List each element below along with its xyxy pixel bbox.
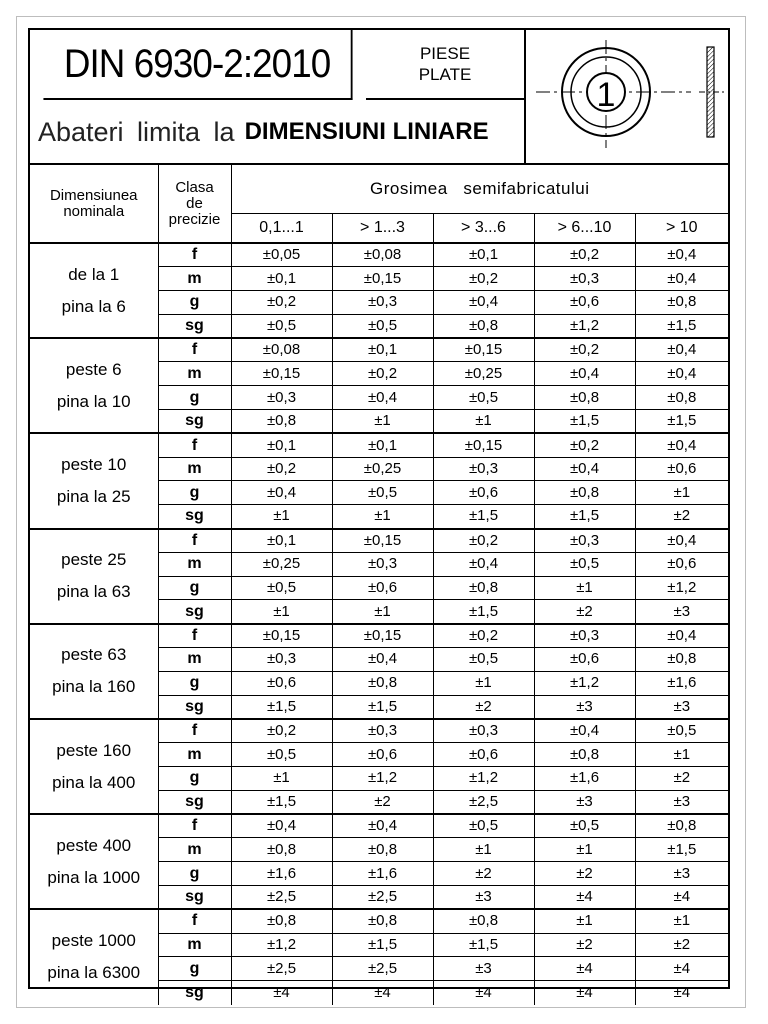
- dimension-range-from: peste 160: [56, 740, 132, 760]
- tolerance-value-cell: ±0,3: [433, 457, 534, 481]
- tolerance-value-cell: ±1: [433, 671, 534, 695]
- tolerance-value-cell: ±0,4: [635, 624, 728, 648]
- tolerance-value-cell: ±0,8: [332, 909, 433, 933]
- tolerance-table: [30, 165, 728, 1005]
- tolerance-value-cell: ±1: [231, 600, 332, 624]
- tolerance-value-cell: ±0,4: [635, 243, 728, 267]
- tolerance-value-cell: ±1,5: [231, 790, 332, 814]
- tolerance-value-cell: ±0,6: [433, 481, 534, 505]
- tolerance-value-cell: ±0,5: [635, 719, 728, 743]
- category-line-1: PIESE: [419, 44, 471, 63]
- tolerance-value-cell: ±4: [635, 957, 728, 981]
- tolerance-value-cell: ±0,8: [433, 909, 534, 933]
- tolerance-value-cell: ±0,15: [433, 338, 534, 362]
- page-subtitle: [30, 100, 526, 164]
- tolerance-value-cell: ±2,5: [332, 957, 433, 981]
- precision-class-cell: sg: [158, 314, 231, 338]
- tolerance-value-cell: ±0,4: [534, 719, 635, 743]
- washer-drawing-svg: [526, 30, 728, 164]
- dimension-range-to: pina la 1000: [47, 867, 141, 887]
- precision-class-cell: f: [158, 243, 231, 267]
- precision-class-cell: g: [158, 481, 231, 505]
- tolerance-value-cell: ±0,8: [332, 838, 433, 862]
- tolerance-value-cell: ±0,8: [635, 648, 728, 672]
- tolerance-value-cell: ±2,5: [231, 957, 332, 981]
- tolerance-value-cell: ±1,6: [332, 862, 433, 886]
- washer-section-view: [707, 47, 714, 137]
- table-row: [30, 624, 728, 648]
- tolerance-value-cell: ±0,08: [231, 338, 332, 362]
- nominal-dimension-range: [30, 624, 158, 719]
- tolerance-value-cell: ±0,8: [635, 291, 728, 315]
- tolerance-value-cell: ±0,1: [231, 529, 332, 553]
- tolerance-value-cell: ±0,2: [534, 338, 635, 362]
- tolerance-value-cell: ±0,3: [433, 719, 534, 743]
- tolerance-value-cell: ±3: [635, 862, 728, 886]
- tolerance-value-cell: ±1,5: [332, 933, 433, 957]
- precision-class-cell: f: [158, 909, 231, 933]
- header-thickness-range: 0,1...1: [231, 213, 332, 243]
- tolerance-value-cell: ±4: [534, 981, 635, 1005]
- tolerance-value-cell: ±2: [635, 933, 728, 957]
- tolerance-value-cell: ±0,2: [231, 291, 332, 315]
- dimension-range-to: pina la 10: [56, 391, 131, 411]
- precision-class-cell: m: [158, 457, 231, 481]
- tolerance-value-cell: ±4: [534, 957, 635, 981]
- tolerance-value-cell: ±0,2: [433, 624, 534, 648]
- tolerance-value-cell: ±0,4: [635, 529, 728, 553]
- nominal-dimension-range: [30, 243, 158, 338]
- header-thickness-range: > 3...6: [433, 213, 534, 243]
- tolerance-value-cell: ±1,5: [433, 933, 534, 957]
- tolerance-value-cell: ±0,4: [433, 291, 534, 315]
- tolerance-value-cell: ±0,5: [231, 743, 332, 767]
- precision-class-cell: m: [158, 648, 231, 672]
- tolerance-value-cell: ±0,4: [433, 552, 534, 576]
- tolerance-value-cell: ±0,15: [332, 267, 433, 291]
- nominal-dimension-range: [30, 719, 158, 814]
- table-row: [30, 433, 728, 457]
- precision-class-cell: g: [158, 386, 231, 410]
- precision-class-cell: g: [158, 767, 231, 791]
- nominal-dimension-range: [30, 529, 158, 624]
- tolerance-value-cell: ±0,6: [332, 576, 433, 600]
- tolerance-value-cell: ±0,15: [433, 433, 534, 457]
- tolerance-value-cell: ±1,6: [635, 671, 728, 695]
- precision-class-cell: sg: [158, 886, 231, 910]
- tolerance-value-cell: ±0,8: [231, 838, 332, 862]
- tolerance-value-cell: ±0,4: [231, 481, 332, 505]
- tolerance-value-cell: ±1: [231, 505, 332, 529]
- tolerance-value-cell: ±1: [635, 743, 728, 767]
- tolerance-value-cell: ±1: [332, 600, 433, 624]
- tolerance-value-cell: ±2: [534, 862, 635, 886]
- precision-class-cell: m: [158, 362, 231, 386]
- tolerance-value-cell: ±0,1: [433, 243, 534, 267]
- tolerance-value-cell: ±0,25: [332, 457, 433, 481]
- tolerance-value-cell: ±0,25: [433, 362, 534, 386]
- precision-class-cell: f: [158, 814, 231, 838]
- tolerance-value-cell: ±0,3: [534, 267, 635, 291]
- tolerance-value-cell: ±2: [534, 600, 635, 624]
- dimension-range-to: pina la 63: [56, 582, 131, 602]
- precision-class-cell: sg: [158, 981, 231, 1005]
- tolerance-value-cell: ±2: [433, 862, 534, 886]
- tolerance-value-cell: ±0,1: [332, 433, 433, 457]
- tolerance-value-cell: ±0,8: [433, 314, 534, 338]
- tolerance-value-cell: ±0,3: [332, 291, 433, 315]
- precision-class-cell: f: [158, 624, 231, 648]
- tolerance-value-cell: ±0,6: [231, 671, 332, 695]
- precision-class-cell: m: [158, 552, 231, 576]
- tolerance-value-cell: ±0,4: [635, 338, 728, 362]
- category-line-2: PLATE: [418, 65, 472, 84]
- tolerance-value-cell: ±2: [332, 790, 433, 814]
- header-thickness-range: > 10: [635, 213, 728, 243]
- tolerance-value-cell: ±0,5: [231, 314, 332, 338]
- tolerance-value-cell: ±1,5: [433, 505, 534, 529]
- tolerance-value-cell: ±2,5: [332, 886, 433, 910]
- tolerance-value-cell: ±0,4: [231, 814, 332, 838]
- header-nominal-line-1: Dimensiunea: [49, 186, 138, 204]
- table-row: [30, 719, 728, 743]
- tolerance-value-cell: ±1: [332, 410, 433, 434]
- tolerance-value-cell: ±0,5: [433, 814, 534, 838]
- tolerance-value-cell: ±2: [635, 505, 728, 529]
- tolerance-value-cell: ±1: [534, 576, 635, 600]
- tolerance-value-cell: ±0,4: [635, 362, 728, 386]
- tolerance-value-cell: ±0,6: [332, 743, 433, 767]
- tolerance-value-cell: ±0,5: [231, 576, 332, 600]
- tolerance-value-cell: ±0,6: [433, 743, 534, 767]
- tolerance-value-cell: ±0,3: [231, 386, 332, 410]
- table-header-row: [30, 165, 728, 213]
- drawing-number: 1: [596, 76, 616, 114]
- precision-class-cell: sg: [158, 505, 231, 529]
- standard-code: DIN 6930-2:2010: [43, 30, 352, 100]
- dimension-range-from: peste 10: [61, 454, 127, 474]
- precision-class-cell: sg: [158, 790, 231, 814]
- tolerance-value-cell: ±0,4: [332, 814, 433, 838]
- tolerance-value-cell: ±0,4: [332, 386, 433, 410]
- header-class-line-1: Clasa: [175, 178, 214, 196]
- tolerance-value-cell: ±1,6: [534, 767, 635, 791]
- drawing-sheet: [16, 16, 746, 1008]
- dimension-range-to: pina la 160: [52, 677, 136, 697]
- tolerance-value-cell: ±0,05: [231, 243, 332, 267]
- tolerance-value-cell: ±3: [433, 886, 534, 910]
- tolerance-value-cell: ±3: [635, 695, 728, 719]
- subtitle-light: Abateri limita la: [38, 116, 235, 147]
- tolerance-value-cell: ±0,2: [231, 719, 332, 743]
- precision-class-cell: m: [158, 743, 231, 767]
- table-row: [30, 909, 728, 933]
- tolerance-value-cell: ±0,2: [534, 243, 635, 267]
- tolerance-value-cell: ±3: [534, 695, 635, 719]
- tolerance-value-cell: ±0,8: [534, 481, 635, 505]
- tolerance-value-cell: ±0,15: [231, 624, 332, 648]
- tolerance-value-cell: ±1,5: [332, 695, 433, 719]
- table-row: [30, 243, 728, 267]
- tolerance-value-cell: ±1,2: [534, 671, 635, 695]
- tolerance-value-cell: ±0,6: [534, 648, 635, 672]
- nominal-dimension-range: [30, 909, 158, 1004]
- nominal-dimension-range: [30, 338, 158, 433]
- header-nominal-line-2: nominala: [63, 202, 125, 220]
- precision-class-cell: g: [158, 957, 231, 981]
- tolerance-value-cell: ±4: [635, 981, 728, 1005]
- header-nominal-dimension: [30, 165, 158, 243]
- tolerance-value-cell: ±0,6: [635, 457, 728, 481]
- tolerance-value-cell: ±1: [332, 505, 433, 529]
- table-row: [30, 338, 728, 362]
- tolerance-value-cell: ±0,5: [534, 814, 635, 838]
- tolerance-value-cell: ±0,2: [231, 457, 332, 481]
- tolerance-value-cell: ±0,2: [332, 362, 433, 386]
- header-precision-class: [158, 165, 231, 243]
- tolerance-value-cell: ±0,3: [332, 552, 433, 576]
- dimension-range-to: pina la 6: [61, 296, 126, 316]
- tolerance-value-cell: ±2: [534, 933, 635, 957]
- precision-class-cell: sg: [158, 410, 231, 434]
- tolerance-value-cell: ±0,1: [231, 267, 332, 291]
- table-row: [30, 529, 728, 553]
- tolerance-value-cell: ±4: [433, 981, 534, 1005]
- tolerance-value-cell: ±0,2: [433, 529, 534, 553]
- tolerance-value-cell: ±0,15: [332, 529, 433, 553]
- dimension-range-from: de la 1: [68, 264, 120, 284]
- precision-class-cell: f: [158, 338, 231, 362]
- sheet-frame: [28, 28, 730, 1001]
- tolerance-value-cell: ±4: [635, 886, 728, 910]
- tolerance-value-cell: ±0,6: [635, 552, 728, 576]
- tolerance-value-cell: ±2,5: [433, 790, 534, 814]
- tolerance-value-cell: ±1,2: [231, 933, 332, 957]
- tolerance-value-cell: ±1,2: [635, 576, 728, 600]
- table-row: [30, 814, 728, 838]
- precision-class-cell: m: [158, 838, 231, 862]
- tolerance-value-cell: ±0,4: [534, 362, 635, 386]
- header-thickness-range: > 6...10: [534, 213, 635, 243]
- tolerance-value-cell: ±0,8: [231, 909, 332, 933]
- dimension-range-from: peste 6: [65, 359, 122, 379]
- precision-class-cell: f: [158, 529, 231, 553]
- tolerance-value-cell: ±3: [433, 957, 534, 981]
- header-class-line-3: precizie: [168, 210, 221, 228]
- header-thickness-group: Grosimea semifabricatului: [231, 165, 728, 213]
- tolerance-value-cell: ±1: [433, 410, 534, 434]
- tolerance-value-cell: ±0,8: [231, 410, 332, 434]
- tolerance-value-cell: ±1: [635, 909, 728, 933]
- tolerance-value-cell: ±1,5: [231, 695, 332, 719]
- precision-class-cell: f: [158, 719, 231, 743]
- tolerance-value-cell: ±0,15: [231, 362, 332, 386]
- precision-class-cell: g: [158, 576, 231, 600]
- tolerance-value-cell: ±0,8: [534, 743, 635, 767]
- precision-class-cell: sg: [158, 600, 231, 624]
- precision-class-cell: sg: [158, 695, 231, 719]
- tolerance-value-cell: ±0,5: [433, 386, 534, 410]
- tolerance-value-cell: ±1: [231, 767, 332, 791]
- tolerance-value-cell: ±3: [534, 790, 635, 814]
- tolerance-value-cell: ±1: [433, 838, 534, 862]
- precision-class-cell: m: [158, 267, 231, 291]
- nominal-dimension-range: [30, 814, 158, 909]
- tolerance-value-cell: ±0,5: [332, 481, 433, 505]
- tolerance-value-cell: ±1: [534, 909, 635, 933]
- tolerance-value-cell: ±0,15: [332, 624, 433, 648]
- tolerance-value-cell: ±1: [635, 481, 728, 505]
- precision-class-cell: g: [158, 291, 231, 315]
- tolerance-value-cell: ±2: [635, 767, 728, 791]
- tolerance-value-cell: ±1: [534, 838, 635, 862]
- tolerance-value-cell: ±1,6: [231, 862, 332, 886]
- tolerance-value-cell: ±0,8: [635, 386, 728, 410]
- tolerance-value-cell: ±2: [433, 695, 534, 719]
- tolerance-value-cell: ±0,25: [231, 552, 332, 576]
- tolerance-value-cell: ±3: [635, 790, 728, 814]
- tolerance-value-cell: ±0,8: [332, 671, 433, 695]
- tolerance-value-cell: ±1,2: [332, 767, 433, 791]
- tolerance-value-cell: ±0,6: [534, 291, 635, 315]
- tolerance-value-cell: ±1,5: [433, 600, 534, 624]
- tolerance-value-cell: ±4: [332, 981, 433, 1005]
- tolerance-value-cell: ±0,8: [635, 814, 728, 838]
- tolerance-value-cell: ±1,2: [433, 767, 534, 791]
- tolerance-value-cell: ±0,1: [332, 338, 433, 362]
- tolerance-value-cell: ±1,2: [534, 314, 635, 338]
- tolerance-value-cell: ±1,5: [635, 410, 728, 434]
- subtitle-bold: DIMENSIUNI LINIARE: [244, 118, 489, 145]
- tolerance-value-cell: ±0,3: [534, 529, 635, 553]
- nominal-dimension-range: [30, 433, 158, 528]
- dimension-range-to: pina la 400: [52, 772, 136, 792]
- tolerance-value-cell: ±0,1: [231, 433, 332, 457]
- dimension-range-from: peste 25: [61, 550, 127, 570]
- precision-class-cell: f: [158, 433, 231, 457]
- tolerance-value-cell: ±0,2: [534, 433, 635, 457]
- dimension-range-from: peste 400: [56, 835, 132, 855]
- dimension-range-from: peste 63: [61, 645, 127, 665]
- tolerance-value-cell: ±0,5: [332, 314, 433, 338]
- tolerance-value-cell: ±0,5: [433, 648, 534, 672]
- tolerance-value-cell: ±0,3: [231, 648, 332, 672]
- tolerance-value-cell: ±0,4: [534, 457, 635, 481]
- tolerance-value-cell: ±3: [635, 600, 728, 624]
- tolerance-value-cell: ±1,5: [635, 838, 728, 862]
- tolerance-value-cell: ±4: [231, 981, 332, 1005]
- dimension-range-to: pina la 6300: [47, 963, 141, 983]
- washer-drawing: [526, 30, 728, 164]
- tolerance-value-cell: ±0,4: [332, 648, 433, 672]
- tolerance-value-cell: ±0,3: [332, 719, 433, 743]
- part-category: [366, 30, 526, 100]
- dimension-range-to: pina la 25: [56, 486, 131, 506]
- tolerance-value-cell: ±4: [534, 886, 635, 910]
- tolerance-value-cell: ±2,5: [231, 886, 332, 910]
- precision-class-cell: m: [158, 933, 231, 957]
- precision-class-cell: g: [158, 862, 231, 886]
- tolerance-value-cell: ±1,5: [635, 314, 728, 338]
- header-thickness-range: > 1...3: [332, 213, 433, 243]
- precision-class-cell: g: [158, 671, 231, 695]
- tolerance-value-cell: ±1,5: [534, 410, 635, 434]
- tolerance-value-cell: ±0,2: [433, 267, 534, 291]
- tolerance-value-cell: ±0,4: [635, 267, 728, 291]
- tolerance-value-cell: ±1,5: [534, 505, 635, 529]
- tolerance-value-cell: ±0,08: [332, 243, 433, 267]
- tolerance-value-cell: ±0,8: [433, 576, 534, 600]
- tolerance-value-cell: ±0,4: [635, 433, 728, 457]
- tolerance-value-cell: ±0,5: [534, 552, 635, 576]
- title-block: [30, 30, 728, 165]
- tolerance-value-cell: ±0,3: [534, 624, 635, 648]
- dimension-range-from: peste 1000: [51, 931, 136, 951]
- tolerance-value-cell: ±0,8: [534, 386, 635, 410]
- header-class-line-2: de: [186, 194, 203, 212]
